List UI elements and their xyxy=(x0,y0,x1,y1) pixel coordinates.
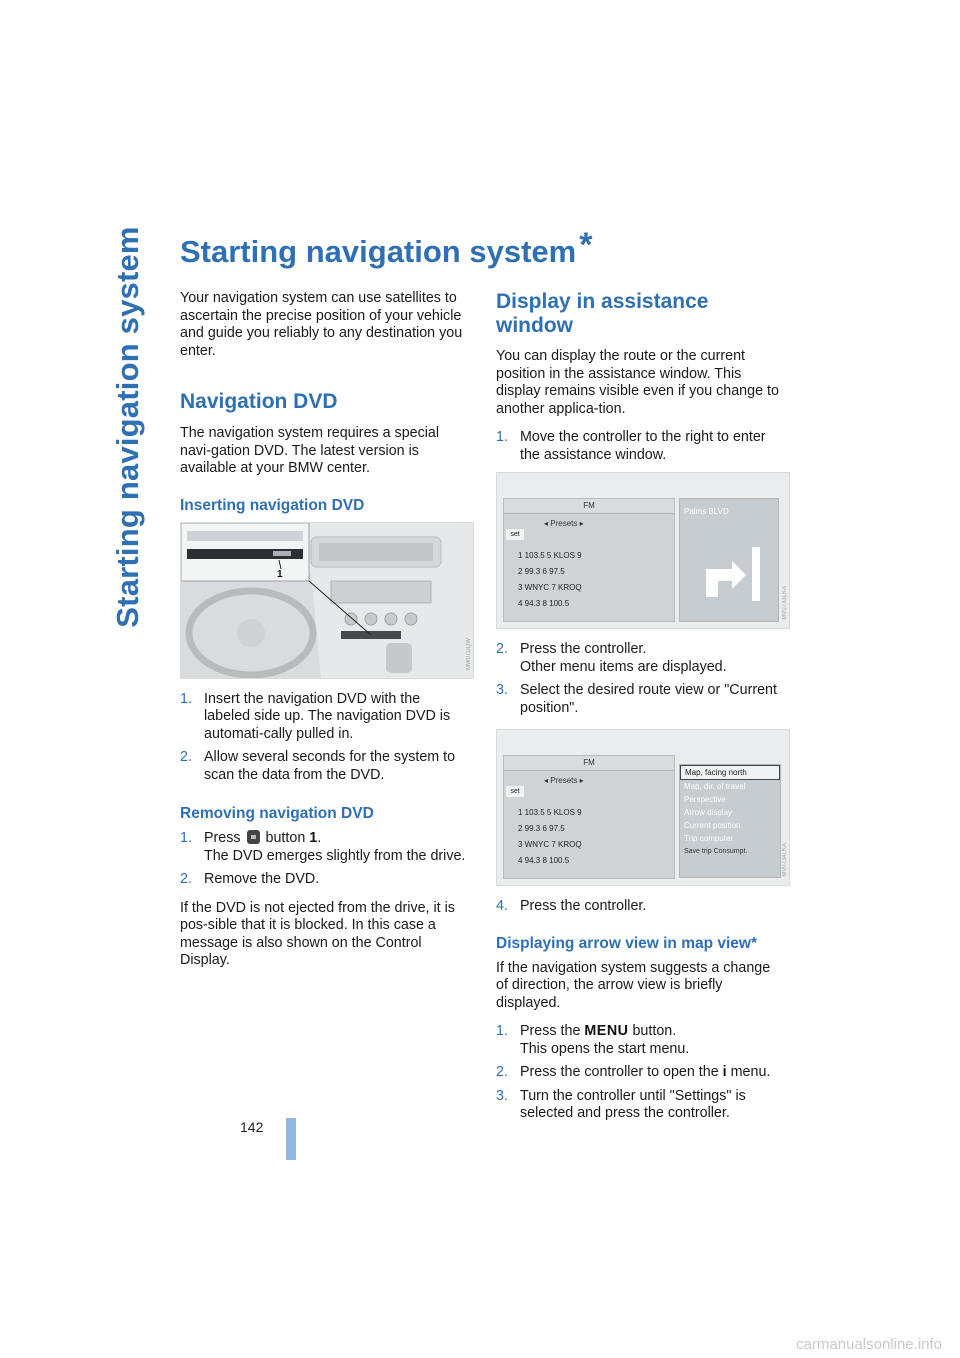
assistance-panel xyxy=(679,498,779,622)
route-view-menu-screenshot xyxy=(496,729,790,886)
inserting-dvd-heading: Inserting navigation DVD xyxy=(180,496,365,514)
page-title xyxy=(180,226,592,270)
page-marker-bar xyxy=(286,1118,296,1160)
band-bar: FM xyxy=(504,756,674,771)
list-item: 2. Remove the DVD. xyxy=(180,871,320,887)
list-item: 1. Press button 1. The DVD emerges slightly from the drive. xyxy=(180,830,466,864)
figure-id: MW07DQW xyxy=(466,637,472,670)
figure-id: MV0733LKA xyxy=(782,586,788,620)
set-label: set xyxy=(506,786,524,797)
route-view-menu xyxy=(679,764,781,878)
menu-footer: Save trip Consumpt. xyxy=(684,848,748,855)
page-number: 142 xyxy=(240,1119,264,1135)
site-watermark: carmanualsonline.info xyxy=(796,1336,942,1353)
menu-item-map-dir-of-travel[interactable]: Map, dir. of travel xyxy=(684,782,746,791)
list-item: 1. Press the MENU button. This opens the start menu. xyxy=(496,1023,690,1057)
dvd-slot-illustration xyxy=(180,522,474,679)
menu-item-current-position[interactable]: Current position xyxy=(684,821,741,830)
menu-item-map-facing-north[interactable]: Map, facing north xyxy=(680,765,780,780)
page-title-text: Starting navigation system xyxy=(180,234,577,269)
navigation-dvd-heading: Navigation DVD xyxy=(180,390,338,413)
remove-note: If the DVD is not ejected from the drive, it is pos-sible that it is blocked. In this case a message is also shown on the Control Display. xyxy=(180,899,455,968)
preset-row: 3 WNYC 7 KROQ xyxy=(518,840,582,849)
figure-id: MV0734LKA xyxy=(782,843,788,877)
presets-label: ◂ Presets ▸ xyxy=(544,519,584,528)
assistance-window-paragraph: You can display the route or the current position in the assistance window. This display remains visible even if you change to another applica-tion. xyxy=(496,348,779,417)
removing-dvd-heading: Removing navigation DVD xyxy=(180,805,374,822)
right-column xyxy=(496,290,786,1134)
radio-screen xyxy=(503,498,675,622)
radio-screen xyxy=(503,755,675,879)
optional-equipment-star: * xyxy=(579,226,593,264)
assist-step-1 xyxy=(496,429,786,464)
eject-button-icon xyxy=(247,830,260,844)
menu-item-arrow-display[interactable]: Arrow display xyxy=(684,808,733,817)
assist-steps-2-3 xyxy=(496,641,786,717)
band-bar: FM xyxy=(504,499,674,514)
list-item: 1. Insert the navigation DVD with the labeled side up. The navigation DVD is automati-cally pulled in. xyxy=(180,690,451,742)
insert-steps xyxy=(180,691,470,785)
preset-row: 2 99.3 6 97.5 xyxy=(518,567,565,576)
menu-button-label: MENU xyxy=(584,1023,629,1039)
left-column xyxy=(180,290,470,981)
arrow-view-paragraph: If the navigation system suggests a change of direction, the arrow view is briefly displayed. xyxy=(496,959,771,1011)
menu-item-trip-computer[interactable]: Trip computer xyxy=(684,834,734,843)
set-label: set xyxy=(506,529,524,540)
list-item: 2. Press the controller to open the i menu. xyxy=(496,1064,771,1080)
menu-item-perspective[interactable]: Perspective xyxy=(684,795,726,804)
preset-row: 4 94.3 8 100.5 xyxy=(518,599,570,608)
assistance-window-heading: Display in assistance window xyxy=(496,290,709,337)
preset-row: 1 103.5 5 KLOS 9 xyxy=(518,808,582,817)
sidebar-section-title: Starting navigation system xyxy=(110,226,145,628)
navigation-dvd-paragraph: The navigation system requires a special navi-gation DVD. The latest version is available at your BMW center. xyxy=(180,425,440,476)
assistance-window-screenshot xyxy=(496,472,790,629)
assist-step-4 xyxy=(496,898,786,916)
preset-row: 1 103.5 5 KLOS 9 xyxy=(518,551,582,560)
street-name: Palms BLVD xyxy=(684,507,729,516)
preset-row: 2 99.3 6 97.5 xyxy=(518,824,565,833)
remove-steps xyxy=(180,830,470,889)
list-item: 2. Allow several seconds for the system to scan the data from the DVD. xyxy=(180,749,456,783)
preset-row: 4 94.3 8 100.5 xyxy=(518,856,570,865)
sidebar-section-label xyxy=(98,226,158,628)
intro-paragraph: Your navigation system can use satellites to ascertain the precise position of your vehicle and guide you reliably to any destination you enter. xyxy=(180,290,463,359)
list-item: 2. Press the controller. Other menu items are displayed. xyxy=(496,641,727,675)
list-item: 4. Press the controller. xyxy=(496,898,647,914)
turn-arrow-icon xyxy=(680,519,778,619)
arrow-view-steps xyxy=(496,1023,786,1123)
callout-number: 1 xyxy=(277,568,283,580)
arrow-view-heading: Displaying arrow view in map view* xyxy=(496,934,758,952)
presets-label: ◂ Presets ▸ xyxy=(544,776,584,785)
list-item: 1. Move the controller to the right to enter the assistance window. xyxy=(496,429,766,463)
list-item: 3. Turn the controller until "Settings" is selected and press the controller. xyxy=(496,1087,746,1121)
info-icon: i xyxy=(722,1064,727,1080)
preset-row: 3 WNYC 7 KROQ xyxy=(518,583,582,592)
dashboard-drawing xyxy=(181,523,473,678)
list-item: 3. Select the desired route view or "Current position". xyxy=(496,682,777,716)
